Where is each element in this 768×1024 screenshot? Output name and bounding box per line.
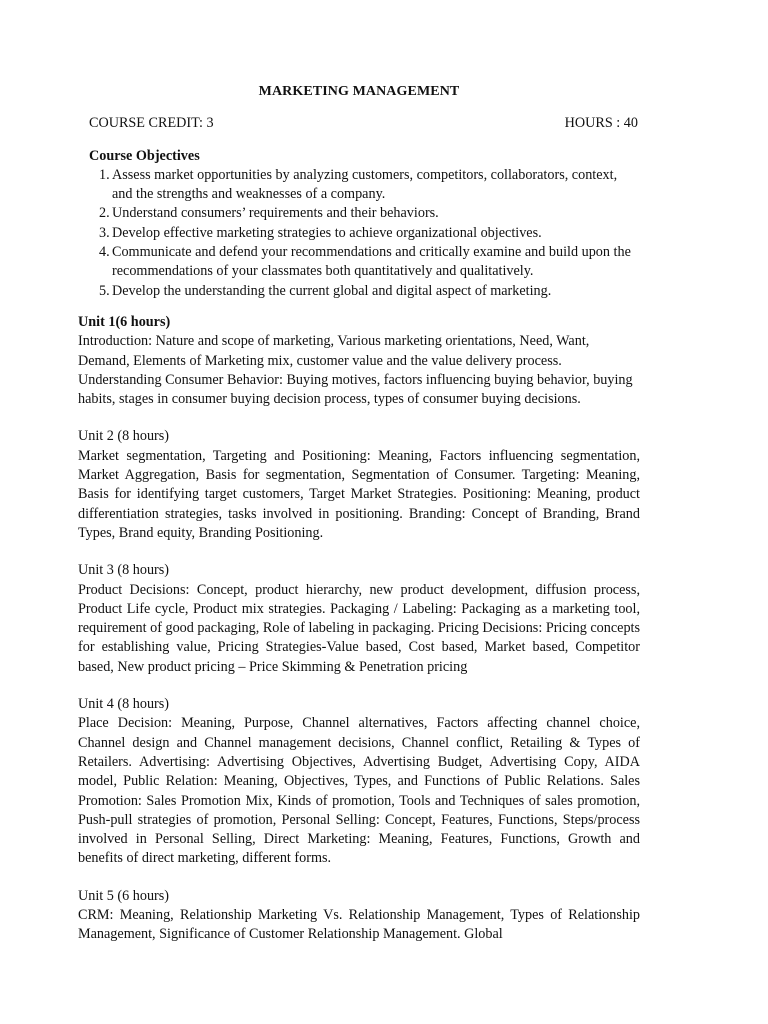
unit-5-body: CRM: Meaning, Relationship Marketing Vs. Relationship Management, Types of Relationship Management, Significance of Customer Relationship Management. Global <box>78 906 640 943</box>
objective-number: 4. <box>99 244 110 261</box>
objective-text: Communicate and defend your recommendations and critically examine and build upon the recommendations of your classmates both quantitatively and qualitatively. <box>112 244 631 280</box>
objective-text: Develop the understanding the current global and digital aspect of marketing. <box>112 282 552 299</box>
objective-item <box>101 166 640 205</box>
unit-3-section <box>78 561 640 677</box>
objective-item <box>101 243 640 282</box>
objective-text: Assess market opportunities by analyzing customers, competitors, collaborators, context, and the strengths and weaknesses of a company. <box>112 166 618 203</box>
unit-4-heading: Unit 4 (8 hours) <box>78 696 170 713</box>
document-page <box>78 82 640 963</box>
objectives-heading: Course Objectives <box>89 147 200 164</box>
course-info-row <box>78 114 640 133</box>
unit-1-heading: Unit 1(6 hours) <box>78 313 171 330</box>
course-hours: HOURS : 40 <box>564 115 638 132</box>
unit-5-heading: Unit 5 (6 hours) <box>78 887 170 904</box>
unit-2-body: Market segmentation, Targeting and Positioning: Meaning, Factors influencing segmentation, Market Aggregation, Basis for segmentation, Segmentation of Consumer. Targeting: Meaning, Basis for identifying target customers, Target Market Strategies. Positioning: Meaning, product differentiation strategies, tasks involved in positioning. Branding: Concept of Branding, Brand Types, Brand equity, Branding Positioning. <box>78 447 640 541</box>
objective-item <box>101 204 640 223</box>
objective-number: 1. <box>99 166 110 183</box>
course-objectives <box>78 147 640 301</box>
unit-3-body: Product Decisions: Concept, product hierarchy, new product development, diffusion process, Product Life cycle, Product mix strategies. Packaging / Labeling: Packaging as a marketing tool, requirement of good packaging, Role of labeling in packaging. Pricing Decisions: Pricing concepts for establishing value, Pricing Strategies-Value based, Cost based, Market based, Competitor based, New product pricing – Price Skimming & Penetration pricing <box>78 581 640 675</box>
objective-number: 3. <box>99 224 110 241</box>
unit-5-section <box>78 887 640 945</box>
objective-item <box>101 282 640 301</box>
unit-1-body: Introduction: Nature and scope of marketing, Various marketing orientations, Need, Want, Demand, Elements of Marketing mix, customer value and the value delivery process. Understanding Consumer Behavior: Buying motives, factors influencing buying behavior, buying habits, stages in consumer buying decision process, types of consumer buying decisions. <box>78 333 633 408</box>
unit-2-heading: Unit 2 (8 hours) <box>78 428 170 445</box>
unit-4-section <box>78 695 640 869</box>
unit-3-heading: Unit 3 (8 hours) <box>78 562 170 579</box>
objective-item <box>101 224 640 243</box>
objective-number: 5. <box>99 282 110 299</box>
objective-text: Understand consumers’ requirements and their behaviors. <box>112 205 439 222</box>
unit-2-section <box>78 427 640 543</box>
unit-1-section <box>78 313 640 409</box>
objective-number: 2. <box>99 205 110 222</box>
document-title: MARKETING MANAGEMENT <box>258 84 460 99</box>
unit-4-body: Place Decision: Meaning, Purpose, Channel alternatives, Factors affecting channel choice, Channel design and Channel management decisions, Channel conflict, Retailing & Types of Retailers. Advertising: Advertising Objectives, Advertising Budget, Advertising Copy, AIDA model, Public Relation: Meaning, Objectives, Types, and Functions of Public Relations. Sales Promotion: Sales Promotion Mix, Kinds of promotion, Tools and Techniques of sales promotion, Push-pull strategies of promotion, Personal Selling: Concept, Features, Functions, Steps/process involved in Personal Selling, Direct Marketing: Meaning, Features, Functions, Growth and benefits of direct marketing, different forms. <box>78 715 640 867</box>
objective-text: Develop effective marketing strategies to achieve organizational objectives. <box>112 224 542 241</box>
objectives-list <box>89 166 640 301</box>
course-credit: COURSE CREDIT: 3 <box>89 115 214 132</box>
